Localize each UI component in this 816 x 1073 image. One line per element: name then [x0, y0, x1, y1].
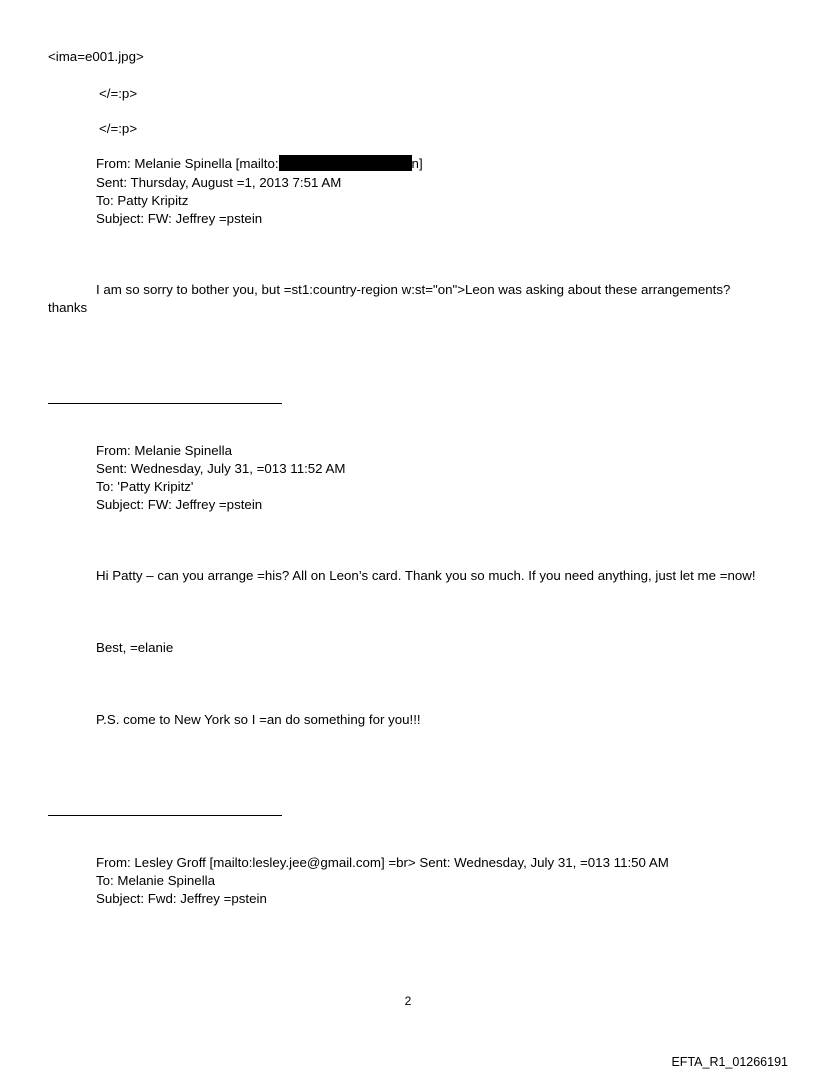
email1-body-line: thanks [48, 300, 88, 315]
email1-from [96, 155, 423, 173]
email3-to: To: Melanie Spinella [96, 873, 216, 888]
email1-subject: Subject: FW: Jeffrey =pstein [96, 211, 263, 226]
email3-subject: Subject: Fwd: Jeffrey =pstein [96, 891, 267, 906]
page-number: 2 [404, 994, 412, 1008]
document-id-footer: EFTA_R1_01266191 [671, 1055, 788, 1069]
paragraph-close-tag: </=:p> [99, 121, 138, 136]
separator-rule [48, 403, 282, 404]
paragraph-close-tag: </=:p> [99, 86, 138, 101]
email2-from: From: Melanie Spinella [96, 443, 232, 458]
email2-postscript: P.S. come to New York so I =an do something for you!!! [96, 712, 421, 727]
email3-from-sent: From: Lesley Groff [mailto:lesley.jee@gmail.com] =br> Sent: Wednesday, July 31, =013 11:50 AM [96, 855, 669, 870]
email2-to: To: 'Patty Kripitz' [96, 479, 194, 494]
email1-sent: Sent: Thursday, August =1, 2013 7:51 AM [96, 175, 342, 190]
image-tag-line: <ima=e001.jpg> [48, 49, 144, 64]
email1-from-suffix: n] [411, 156, 423, 171]
email1-to: To: Patty Kripitz [96, 193, 189, 208]
email2-body: Hi Patty – can you arrange =his? All on Leon’s card. Thank you so much. If you need anything, just let me =now! [96, 568, 756, 583]
email2-sent: Sent: Wednesday, July 31, =013 11:52 AM [96, 461, 346, 476]
email2-signoff: Best, =elanie [96, 640, 174, 655]
redaction-block [279, 155, 412, 171]
email1-body-line: I am so sorry to bother you, but =st1:country-region w:st="on">Leon was asking about these arrangements? [96, 282, 731, 297]
separator-rule [48, 815, 282, 816]
email1-from-prefix: From: Melanie Spinella [mailto: [96, 156, 279, 171]
email2-subject: Subject: FW: Jeffrey =pstein [96, 497, 263, 512]
